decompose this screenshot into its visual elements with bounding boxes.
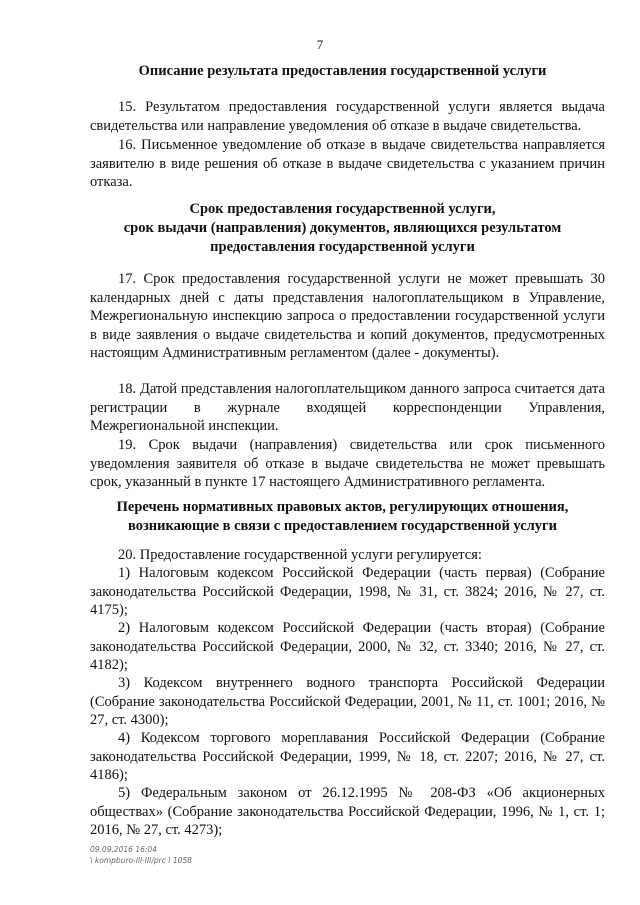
section-heading-result: Описание результата предоставления государственной услуги: [138, 63, 547, 79]
heading-line: предоставления государственной услуги: [210, 239, 475, 255]
section-heading-legal-acts: [80, 498, 605, 536]
paragraph-19: 19. Срок выдачи (направления) свидетельства или срок письменного уведомления заявителя об отказе в выдаче свидетельства не может превышать срок, указанный в пункте 17 настоящего Административного регламента.: [90, 437, 605, 490]
list-item-5: 5) Федеральным законом от 26.12.1995 № 208-ФЗ «Об акционерных обществах» (Собрание законодательства Российской Федерации, 1996, № 1, ст. 1; 2016, № 27, ст. 4273);: [90, 785, 605, 838]
paragraph-16: 16. Письменное уведомление об отказе в выдаче свидетельства направляется заявителю в виде решения об отказе в выдаче свидетельства с указанием причин отказа.: [90, 137, 605, 190]
list-item-2: 2) Налоговым кодексом Российской Федерации (часть вторая) (Собрание законодательства Российской Федерации, 2000, № 32, ст. 3340; 2016, № 27, ст. 4182);: [90, 620, 605, 673]
heading-line: Срок предоставления государственной услуги,: [189, 201, 496, 217]
paragraph-15: 15. Результатом предоставления государственной услуги является выдача свидетельства или направление уведомления об отказе в выдаче свидетельства.: [90, 99, 605, 134]
paragraph-20: 20. Предоставление государственной услуги регулируется:: [118, 547, 482, 563]
paragraph-17: 17. Срок предоставления государственной услуги не может превышать 30 календарных дней с даты представления налогоплательщиком в Управление, Межрегиональную инспекцию запроса о предоставлении государственной услуги в виде заявления о выдаче свидетельства и копий документов, предусмотренных настоящим Административным регламентом (далее - документы).: [90, 271, 605, 361]
page-number: 7: [316, 37, 324, 52]
heading-line: возникающие в связи с предоставлением государственной услуги: [127, 518, 557, 534]
section-heading-term: [80, 200, 605, 257]
heading-line: срок выдачи (направления) документов, являющихся результатом: [123, 220, 562, 236]
footer-file-path: \ kompburo-lll-III/prc I 1058: [90, 856, 192, 865]
paragraph-18: 18. Датой представления налогоплательщиком данного запроса считается дата регистрации в журнале входящей корреспонденции Управления, Межрегиональной инспекции.: [90, 381, 605, 434]
list-item-1: 1) Налоговым кодексом Российской Федерации (часть первая) (Собрание законодательства Российской Федерации, 1998, № 31, ст. 3824; 2016, № 27, ст. 4175);: [90, 565, 605, 618]
list-item-3: 3) Кодексом внутреннего водного транспорта Российской Федерации (Собрание законодательства Российской Федерации, 2001, № 11, ст. 1001; 2016, № 27, ст. 4300);: [90, 675, 605, 728]
list-item-4: 4) Кодексом торгового мореплавания Российской Федерации (Собрание законодательства Российской Федерации, 1999, № 18, ст. 2207; 2016, № 27, ст. 4186);: [90, 730, 605, 783]
footer-timestamp: 09.09.2016 16:04: [90, 845, 157, 854]
heading-line: Перечень нормативных правовых актов, регулирующих отношения,: [116, 499, 569, 515]
